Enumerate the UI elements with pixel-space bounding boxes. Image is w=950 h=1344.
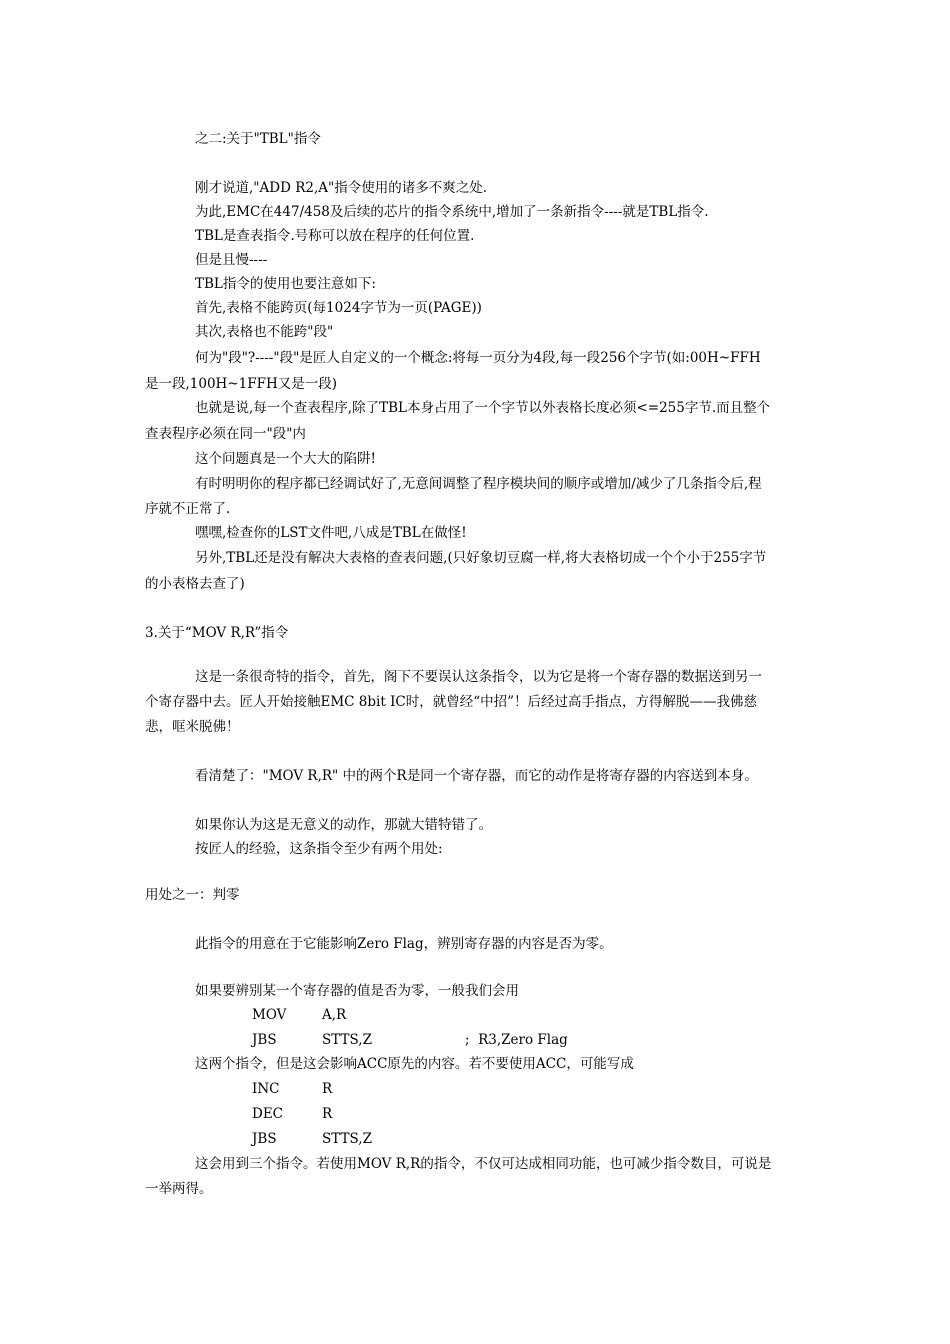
use1-paragraph: 此指令的用意在于它能影响Zero Flag，辨别寄存器的内容是否为零。 <box>195 936 613 952</box>
section2-paragraph: 其次,表格也不能跨"段" <box>195 324 334 340</box>
use1-paragraph: 这两个指令，但是这会影响ACC原先的内容。若不要使用ACC，可能写成 <box>195 1056 634 1072</box>
code-comment: ; R3,Zero Flag <box>465 1032 568 1048</box>
code-opcode: DEC <box>252 1106 284 1122</box>
section3-paragraph: 看清楚了："MOV R,R" 中的两个R是同一个寄存器，而它的动作是将寄存器的内容送到本身。 <box>195 768 758 784</box>
use1-paragraph: 这会用到三个指令。若使用MOV R,R的指令，不仅可达成相同功能，也可减少指令数目，可说是 <box>195 1156 772 1172</box>
section2-heading: 之二:关于"TBL"指令 <box>195 131 321 147</box>
code-operand: A,R <box>322 1007 347 1023</box>
code-operand: STTS,Z <box>322 1131 372 1147</box>
section2-paragraph: 另外,TBL还是没有解决大表格的查表问题,(只好象切豆腐一样,将大表格切成一个个小于255字节 <box>195 550 767 566</box>
section3-paragraph: 这是一条很奇特的指令，首先，阁下不要误认这条指令，以为它是将一个寄存器的数据送到另一 <box>195 669 762 685</box>
section3-paragraph: 如果你认为这是无意义的动作，那就大错特错了。 <box>195 817 492 833</box>
section2-paragraph: 也就是说,每一个查表程序,除了TBL本身占用了一个字节以外表格长度必须<=255字节.而且整个 <box>195 400 771 416</box>
code-operand: R <box>322 1106 333 1122</box>
code-operand: STTS,Z <box>322 1032 372 1048</box>
section2-paragraph: TBL指令的使用也要注意如下: <box>195 276 376 292</box>
use1-heading: 用处之一：判零 <box>145 887 240 903</box>
code-opcode: INC <box>252 1081 280 1097</box>
section3-paragraph-cont: 个寄存器中去。匠人开始接触EMC 8bit IC时，就曾经“中招”！后经过高手指点，方得解脱——我佛慈 <box>145 694 758 710</box>
section2-paragraph-cont: 是一段,100H~1FFH又是一段) <box>145 376 338 392</box>
code-opcode: MOV <box>252 1007 287 1023</box>
code-opcode: JBS <box>252 1131 277 1147</box>
section2-paragraph: 但是且慢---- <box>195 252 268 268</box>
code-operand: R <box>322 1081 333 1097</box>
section2-paragraph: 首先,表格不能跨页(每1024字节为一页(PAGE)) <box>195 300 482 316</box>
section2-paragraph: 这个问题真是一个大大的陷阱! <box>195 451 376 467</box>
use1-paragraph-cont: 一举两得。 <box>145 1181 213 1197</box>
use1-paragraph: 如果要辨别某一个寄存器的值是否为零，一般我们会用 <box>195 983 519 999</box>
code-opcode: JBS <box>252 1032 277 1048</box>
section2-paragraph: 为此,EMC在447/458及后续的芯片的指令系统中,增加了一条新指令----就是TBL指令. <box>195 204 709 220</box>
section2-paragraph: 有时明明你的程序都已经调试好了,无意间调整了程序模块间的顺序或增加/减少了几条指令后,程 <box>195 476 762 492</box>
section2-paragraph: 刚才说道,"ADD R2,A"指令使用的诸多不爽之处. <box>195 180 487 196</box>
section2-paragraph: 何为"段"?----"段"是匠人自定义的一个概念:将每一页分为4段,每一段256个字节(如:00H~FFH <box>195 350 761 366</box>
section2-paragraph: TBL是查表指令.号称可以放在程序的任何位置. <box>195 228 475 244</box>
section3-paragraph: 按匠人的经验，这条指令至少有两个用处: <box>195 841 443 857</box>
section3-paragraph-cont: 悲，哐米脱佛！ <box>145 719 240 735</box>
section2-paragraph-cont: 序就不正常了. <box>145 501 231 517</box>
section2-paragraph-cont: 的小表格去查了) <box>145 576 245 592</box>
section2-paragraph-cont: 查表程序必须在同一"段"内 <box>145 426 306 442</box>
section3-heading: 3.关于“MOV R,R”指令 <box>145 625 289 641</box>
section2-paragraph: 嘿嘿,检查你的LST文件吧,八成是TBL在做怪! <box>195 525 467 541</box>
